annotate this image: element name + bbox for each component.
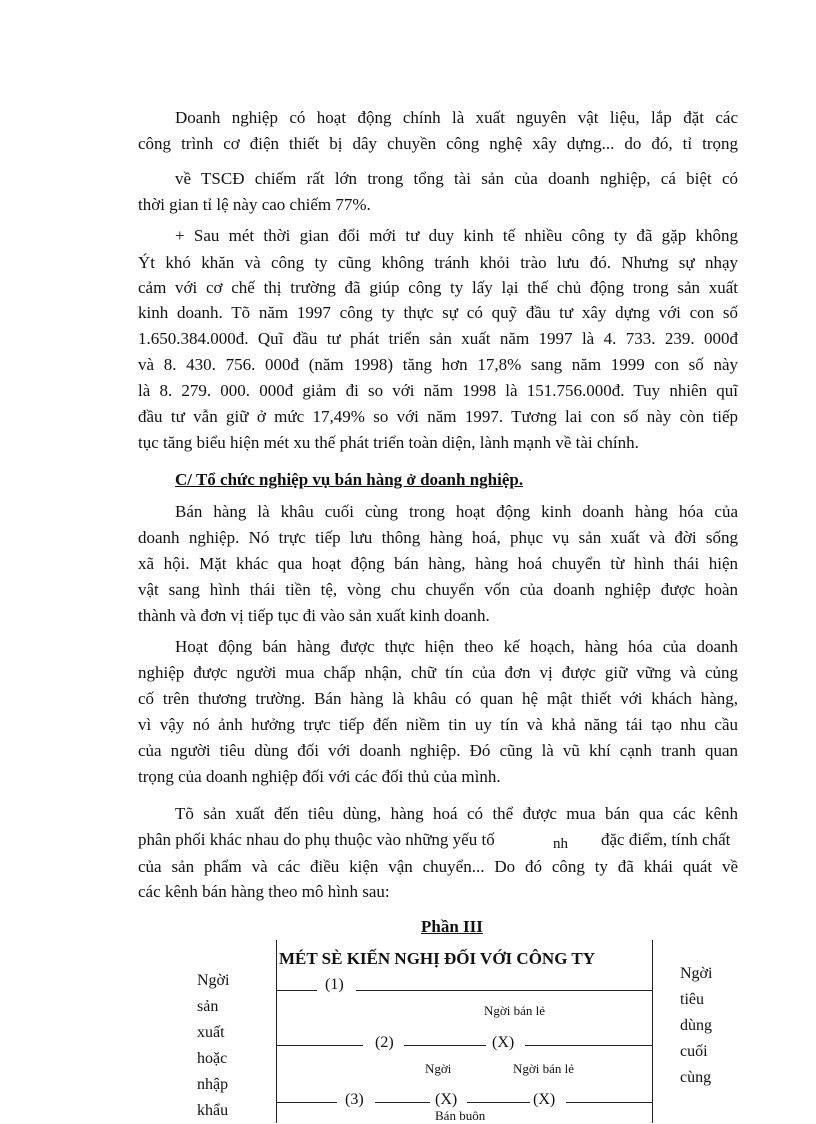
left-label-line: hoặc xyxy=(197,1050,228,1067)
left-label-line: khẩu xyxy=(197,1102,229,1119)
channel-1-line-right xyxy=(356,990,652,991)
p2-line5: 1.650.384.000đ. Quĩ đầu tư phát triển sản xuất năm 1997 là 4. 733. 239. 000đ xyxy=(138,329,738,348)
right-label-line: cùng xyxy=(680,1069,712,1086)
p5-line2-sub: nh xyxy=(553,836,568,852)
channel-2-line-c xyxy=(525,1045,652,1046)
retailer-label-2: Ngời bán lẻ xyxy=(513,1061,575,1076)
channel-3-line-c xyxy=(467,1102,530,1103)
p1-line4: thời gian tỉ lệ này cao chiếm 77%. xyxy=(138,195,371,214)
channel-1-label: (1) xyxy=(325,976,344,993)
channel-3-line-d xyxy=(566,1102,652,1103)
p5-line1: Tõ sản xuất đến tiêu dùng, hàng hoá có thể được mua bán qua các kênh xyxy=(175,804,738,823)
channel-3-line-b xyxy=(375,1102,430,1103)
channel-2-line-a xyxy=(277,1045,363,1046)
p3-line5: thành và đơn vị tiếp tục đi vào sản xuất kinh doanh. xyxy=(138,606,490,625)
p4-line3: cố trên thương trường. Bán hàng là khâu có quan hệ mật thiết với khách hàng, xyxy=(138,689,738,708)
p1-line1: Doanh nghiệp có hoạt động chính là xuất nguyên vật liệu, lắp đặt các xyxy=(175,108,738,127)
p2-line1: + Sau mét thời gian đổi mới tư duy kinh tế nhiều công ty đã gặp không xyxy=(175,226,738,245)
p3-line2: doanh nghiệp. Nó trực tiếp lưu thông hàng hoá, phục vụ sản xuất và đời sống xyxy=(138,528,738,547)
right-border-line xyxy=(652,940,653,1123)
section-heading: C/ Tổ chức nghiệp vụ bán hàng ở doanh nghiệp. xyxy=(175,470,524,489)
p2-line3: cảm với cơ chế thị trường đã giúp công ty lấy lại thế chủ động trong sản xuất xyxy=(138,278,738,297)
part-title: Phần III xyxy=(421,917,483,936)
right-label-line: dùng xyxy=(680,1017,712,1034)
left-label-line: nhập xyxy=(197,1076,229,1093)
wholesaler-label-bottom: Bán buôn xyxy=(435,1108,486,1123)
channel-3-line-a xyxy=(277,1102,337,1103)
channel-2-label: (2) xyxy=(375,1034,394,1051)
p2-line2: Ýt khó khăn và công ty cũng không tránh khỏi trào lưu đó. Nhưng sự nhạy xyxy=(138,253,738,272)
p2-line7: là 8. 279. 000. 000đ giảm đi so với năm 1998 là 151.756.000đ. Tuy nhiên quĩ xyxy=(138,381,738,400)
channel-1-line-left xyxy=(277,990,317,991)
retailer-label: Ngời bán lẻ xyxy=(484,1003,546,1018)
p1-line2: công trình cơ điện thiết bị dây chuyền công nghệ xây dựng... do đó, tỉ trọng xyxy=(138,134,738,153)
left-border-line xyxy=(276,940,277,1123)
p5-line4: các kênh bán hàng theo mô hình sau: xyxy=(138,882,390,901)
p2-line9: tục tăng biểu hiện mét xu thế phát triển toàn diện, lành mạnh về tài chính. xyxy=(138,433,639,452)
p4-line6: trọng của doanh nghiệp đối với các đối thủ của mình. xyxy=(138,767,501,786)
p4-line5: của người tiêu dùng đối với doanh nghiệp. Đó cũng là vũ khí cạnh tranh quan xyxy=(138,741,738,760)
right-label-line: cuối xyxy=(680,1043,708,1060)
right-label-line: tiêu xyxy=(680,991,704,1008)
diagram-title: MÉT SÈ KIẾN NGHỊ ĐỐI VỚI CÔNG TY xyxy=(279,949,595,968)
channel-3-node-2: (X) xyxy=(533,1091,556,1108)
p3-line3: xã hội. Mặt khác qua hoạt động bán hàng, hàng hoá chuyển từ hình thái hiện xyxy=(138,554,738,573)
channel-2-node: (X) xyxy=(492,1034,515,1051)
left-label-line: Ngời xyxy=(197,972,230,989)
p4-line4: vì vậy nó ảnh hưởng trực tiếp đến niềm tin uy tín và khả năng tái tạo nhu cầu xyxy=(138,715,738,734)
p4-line1: Hoạt động bán hàng được thực hiện theo kế hoạch, hàng hóa của doanh xyxy=(175,637,738,656)
p4-line2: nghiệp được người mua chấp nhận, chữ tín của đơn vị được giữ vững và củng xyxy=(138,663,738,682)
p3-line1: Bán hàng là khâu cuối cùng trong hoạt động kinh doanh hàng hóa của xyxy=(175,502,738,521)
p2-line4: kinh doanh. Tõ năm 1997 công ty thực sự có quỹ đầu tư xây dựng với con số xyxy=(138,303,738,322)
left-label-line: xuất xyxy=(197,1024,225,1041)
left-label-line: sản xyxy=(197,998,219,1015)
p5-line2-tail: đặc điểm, tính chất xyxy=(601,830,731,849)
p5-line3: của sản phẩm và các điều kiện vận chuyển... Do đó công ty đã khái quát về xyxy=(138,857,738,876)
channel-3-node-1: (X) xyxy=(435,1091,458,1108)
p3-line4: vật sang hình thái tiền tệ, vòng chu chuyển vốn của doanh nghiệp được hoàn xyxy=(138,580,738,599)
channel-3-label: (3) xyxy=(345,1091,364,1108)
channel-2-line-b xyxy=(404,1045,486,1046)
p1-line3: về TSCĐ chiếm rất lớn trong tổng tài sản của doanh nghiệp, cá biệt có xyxy=(175,169,738,188)
right-label-line: Ngời xyxy=(680,965,713,982)
wholesaler-label-top: Ngời xyxy=(425,1061,452,1076)
p2-line8: đầu tư vẫn giữ ở mức 17,49% so với năm 1997. Tương lai con số này còn tiếp xyxy=(138,407,738,426)
p2-line6: và 8. 430. 756. 000đ (năm 1998) tăng hơn 17,8% sang năm 1999 con số này xyxy=(138,355,738,374)
p5-line2: phân phối khác nhau do phụ thuộc vào những yếu tố xyxy=(138,830,495,849)
